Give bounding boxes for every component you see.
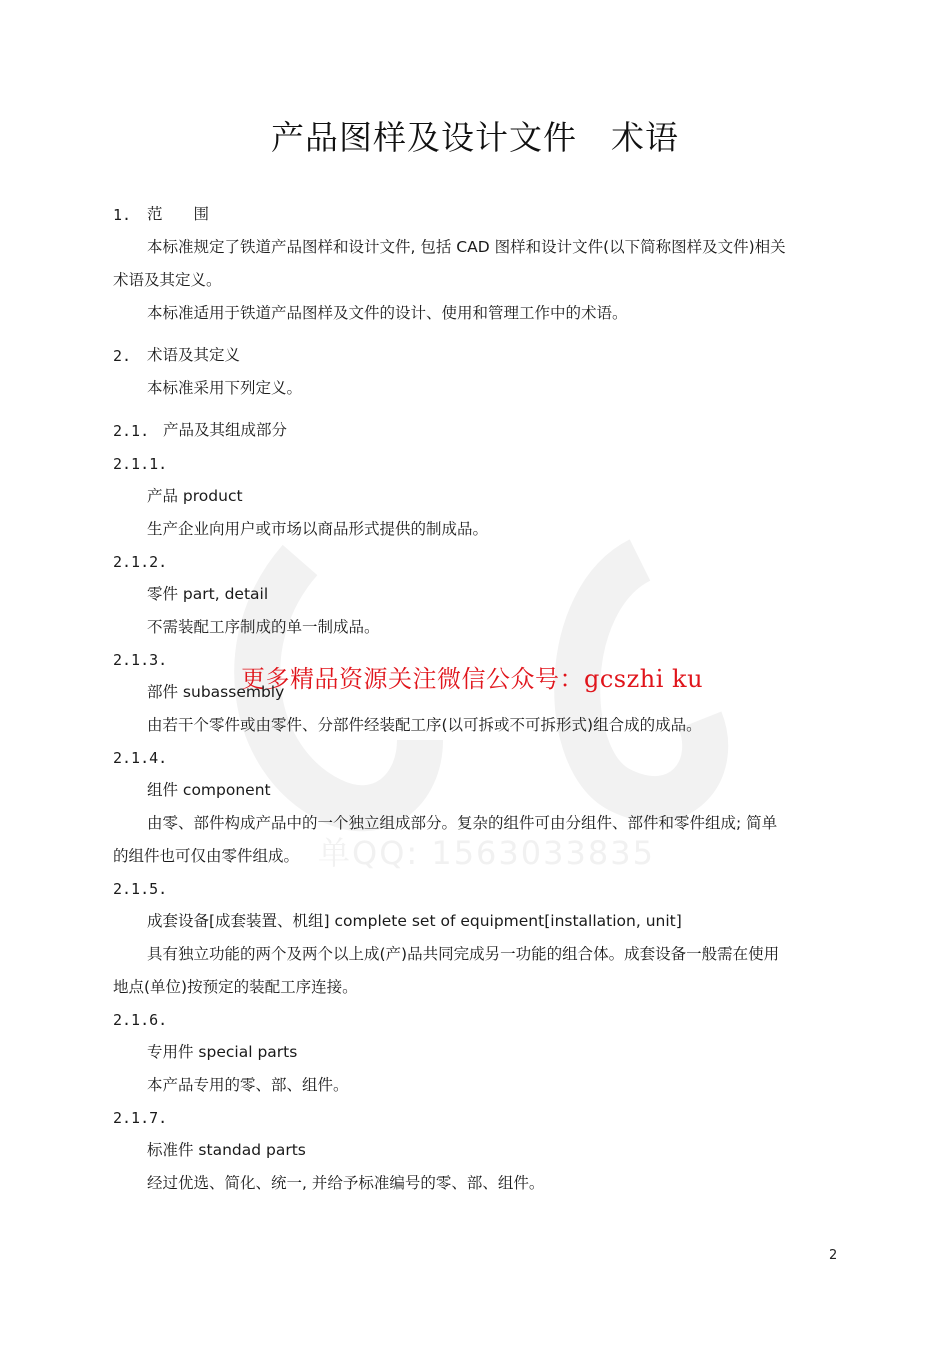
term-name: 部件 subassembly <box>147 683 285 701</box>
term-number: 2.1.3. <box>113 651 168 669</box>
term-name: 组件 component <box>147 781 271 799</box>
term-definition: 具有独立功能的两个及两个以上成(产)品共同完成另一功能的组合体。成套设备一般需在使用 <box>147 945 780 963</box>
term-definition: 本产品专用的零、部、组件。 <box>147 1076 349 1094</box>
page-title: 产品图样及设计文件 术语 <box>271 118 679 157</box>
term-number: 2.1.1. <box>113 455 168 473</box>
term-number: 2.1.7. <box>113 1109 168 1127</box>
section-heading: 范 围 <box>147 205 210 223</box>
term-definition: 由零、部件构成产品中的一个独立组成部分。复杂的组件可由分组件、部件和零件组成; 简单 <box>147 814 778 832</box>
term-name: 专用件 special parts <box>147 1043 298 1061</box>
watermark-text: 单QQ: 1563033835 <box>318 834 655 872</box>
section-heading: 术语及其定义 <box>147 346 241 364</box>
term-name: 标准件 standad parts <box>147 1141 306 1159</box>
promo-banner: 更多精品资源关注微信公众号：gcszhi ku <box>241 665 704 693</box>
term-definition: 的组件也可仅由零件组成。 <box>113 847 300 865</box>
term-definition: 生产企业向用户或市场以商品形式提供的制成品。 <box>147 520 489 538</box>
term-definition: 经过优选、简化、统一, 并给予标准编号的零、部、组件。 <box>147 1174 545 1192</box>
term-number: 2.1.5. <box>113 880 168 898</box>
term-number: 2.1.4. <box>113 749 168 767</box>
term-definition: 地点(单位)按预定的装配工序连接。 <box>113 978 358 996</box>
paragraph: 本标准适用于铁道产品图样及文件的设计、使用和管理工作中的术语。 <box>147 304 628 322</box>
paragraph-line: 本标准规定了铁道产品图样和设计文件, 包括 CAD 图样和设计文件(以下简称图样及文件)相关 <box>147 238 786 256</box>
subsection-heading: 产品及其组成部分 <box>163 421 288 439</box>
term-definition: 由若干个零件或由零件、分部件经装配工序(以可拆或不可拆形式)组合成的成品。 <box>147 716 702 734</box>
paragraph: 本标准采用下列定义。 <box>147 379 303 397</box>
subsection-number: 2.1. <box>113 422 150 440</box>
page-number: 2 <box>829 1248 838 1263</box>
paragraph-line: 术语及其定义。 <box>113 271 222 289</box>
term-name: 零件 part, detail <box>147 585 269 603</box>
term-number: 2.1.6. <box>113 1011 168 1029</box>
section-number: 1. <box>113 206 132 224</box>
term-name: 产品 product <box>147 487 243 505</box>
term-name: 成套设备[成套装置、机组] complete set of equipment[installation, unit] <box>147 912 682 930</box>
term-number: 2.1.2. <box>113 553 168 571</box>
section-number: 2. <box>113 347 132 365</box>
term-definition: 不需装配工序制成的单一制成品。 <box>147 618 380 636</box>
